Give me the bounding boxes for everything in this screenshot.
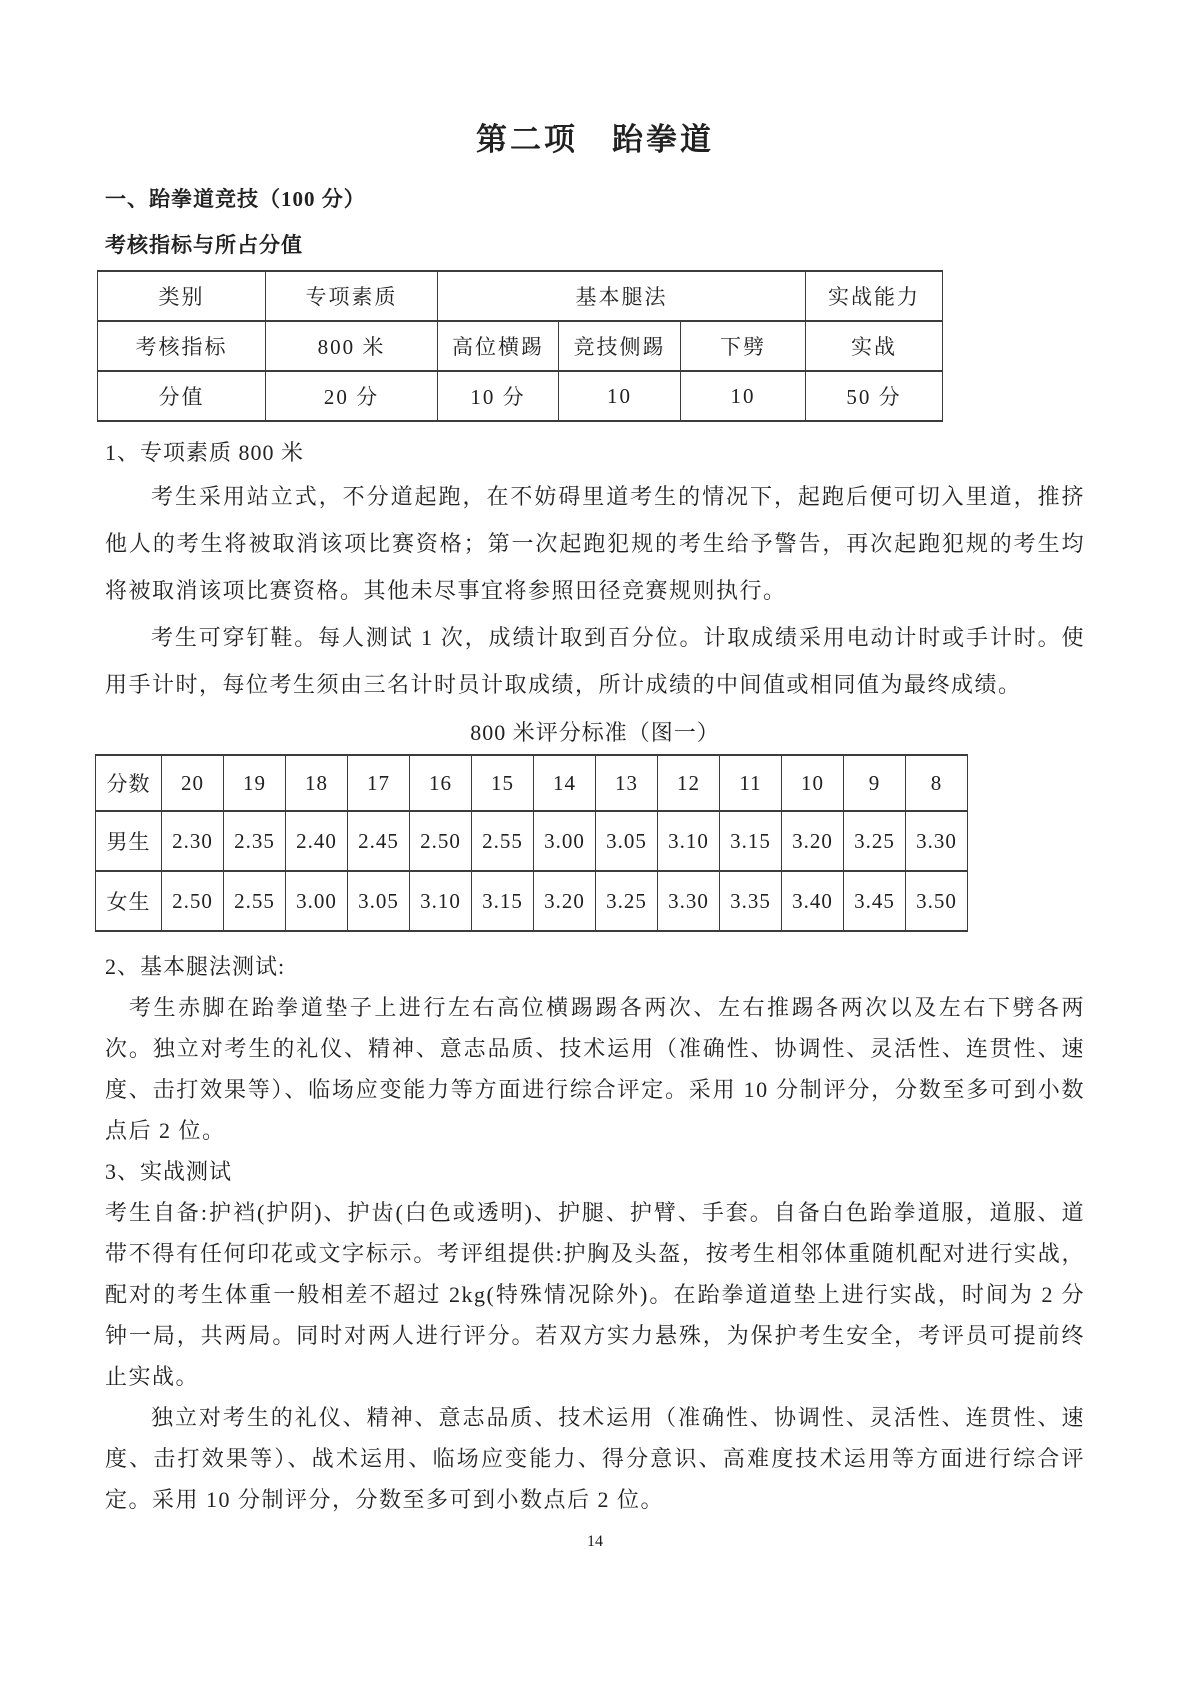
cell: 18 <box>286 755 348 811</box>
table-row <box>98 271 943 321</box>
cell: 3.15 <box>472 871 534 931</box>
cell: 8 <box>906 755 968 811</box>
cell: 10 <box>681 371 806 421</box>
cell-value-label: 分值 <box>98 371 266 421</box>
item1-paragraph-1: 考生采用站立式，不分道起跑，在不妨碍里道考生的情况下，起跑后便可切入里道，推挤他人的考生将被取消该项比赛资格；第一次起跑犯规的考生给予警告，再次起跑犯规的考生均将被取消该项比赛资格。其他未尽事宜将参照田径竞赛规则执行。 <box>105 484 1085 603</box>
cell: 3.05 <box>348 871 410 931</box>
cell: 800 米 <box>266 321 438 371</box>
cell-male-label: 男生 <box>96 811 162 871</box>
page-number: 14 <box>587 1533 603 1550</box>
cell: 3.00 <box>286 871 348 931</box>
cell: 3.15 <box>720 811 782 871</box>
cell: 16 <box>410 755 472 811</box>
cell: 2.45 <box>348 811 410 871</box>
item2-heading: 2、基本腿法测试: <box>105 954 286 979</box>
scoring-standard-table <box>95 754 968 932</box>
scoring-table-caption: 800 米评分标准（图一） <box>470 720 720 745</box>
cell: 20 分 <box>266 371 438 421</box>
table-row-scores <box>96 755 968 811</box>
cell: 17 <box>348 755 410 811</box>
item1-heading: 1、专项素质 800 米 <box>105 440 305 465</box>
cell: 2.50 <box>410 811 472 871</box>
cell-indicator-label: 考核指标 <box>98 321 266 371</box>
cell: 3.20 <box>534 871 596 931</box>
cell: 2.55 <box>472 811 534 871</box>
cell: 2.55 <box>224 871 286 931</box>
cell: 14 <box>534 755 596 811</box>
table-row <box>98 371 943 421</box>
cell: 3.20 <box>782 811 844 871</box>
cell: 50 分 <box>806 371 943 421</box>
cell: 2.30 <box>162 811 224 871</box>
cell: 3.10 <box>410 871 472 931</box>
cell: 10 分 <box>438 371 559 421</box>
cell: 竞技侧踢 <box>559 321 681 371</box>
cell: 3.05 <box>596 811 658 871</box>
cell: 实战 <box>806 321 943 371</box>
cell: 2.35 <box>224 811 286 871</box>
cell-basic-kicks: 基本腿法 <box>438 271 806 321</box>
score-weight-table <box>97 270 943 422</box>
cell: 高位横踢 <box>438 321 559 371</box>
weight-table-subheading: 考核指标与所占分值 <box>105 233 303 257</box>
cell: 3.10 <box>658 811 720 871</box>
cell: 3.40 <box>782 871 844 931</box>
cell: 9 <box>844 755 906 811</box>
cell: 3.25 <box>844 811 906 871</box>
cell: 19 <box>224 755 286 811</box>
cell: 3.50 <box>906 871 968 931</box>
item3-paragraph-2: 独立对考生的礼仪、精神、意志品质、技术运用（准确性、协调性、灵活性、连贯性、速度、击打效果等）、战术运用、临场应变能力、得分意识、高难度技术运用等方面进行综合评定。采用 10 分制评分，分数至多可到小数点后 2 位。 <box>105 1405 1085 1512</box>
cell-category-label: 类别 <box>98 271 266 321</box>
cell: 3.25 <box>596 871 658 931</box>
cell: 下劈 <box>681 321 806 371</box>
cell: 3.00 <box>534 811 596 871</box>
cell: 3.35 <box>720 871 782 931</box>
section-heading: 一、跆拳道竞技（100 分） <box>105 187 366 211</box>
cell: 2.50 <box>162 871 224 931</box>
cell-combat-ability: 实战能力 <box>806 271 943 321</box>
cell: 3.30 <box>658 871 720 931</box>
item3-heading: 3、实战测试 <box>105 1159 233 1184</box>
cell: 13 <box>596 755 658 811</box>
cell: 3.30 <box>906 811 968 871</box>
cell-score-label: 分数 <box>96 755 162 811</box>
cell-female-label: 女生 <box>96 871 162 931</box>
cell: 12 <box>658 755 720 811</box>
cell: 3.45 <box>844 871 906 931</box>
cell: 15 <box>472 755 534 811</box>
page-title: 第二项 跆拳道 <box>476 122 714 157</box>
cell: 10 <box>782 755 844 811</box>
item2-paragraph: 考生赤脚在跆拳道垫子上进行左右高位横踢踢各两次、左右推踢各两次以及左右下劈各两次。独立对考生的礼仪、精神、意志品质、技术运用（准确性、协调性、灵活性、连贯性、速度、击打效果等）、临场应变能力等方面进行综合评定。采用 10 分制评分，分数至多可到小数点后 2 位。 <box>105 995 1085 1143</box>
item3-paragraph-1: 考生自备:护裆(护阴)、护齿(白色或透明)、护腿、护臂、手套。自备白色跆拳道服，道服、道带不得有任何印花或文字标示。考评组提供:护胸及头盔，按考生相邻体重随机配对进行实战，配对的考生体重一般相差不超过 2kg(特殊情况除外)。在跆拳道道垫上进行实战，时间为 2 分钟一局，共两局。同时对两人进行评分。若双方实力悬殊，为保护考生安全，考评员可提前终止实战。 <box>105 1200 1085 1389</box>
table-row-female <box>96 871 968 931</box>
cell-special-quality: 专项素质 <box>266 271 438 321</box>
cell: 11 <box>720 755 782 811</box>
table-row <box>98 321 943 371</box>
cell: 20 <box>162 755 224 811</box>
item1-paragraph-2: 考生可穿钉鞋。每人测试 1 次，成绩计取到百分位。计取成绩采用电动计时或手计时。使用手计时，每位考生须由三名计时员计取成绩，所计成绩的中间值或相同值为最终成绩。 <box>105 625 1085 697</box>
cell: 2.40 <box>286 811 348 871</box>
table-row-male <box>96 811 968 871</box>
cell: 10 <box>559 371 681 421</box>
